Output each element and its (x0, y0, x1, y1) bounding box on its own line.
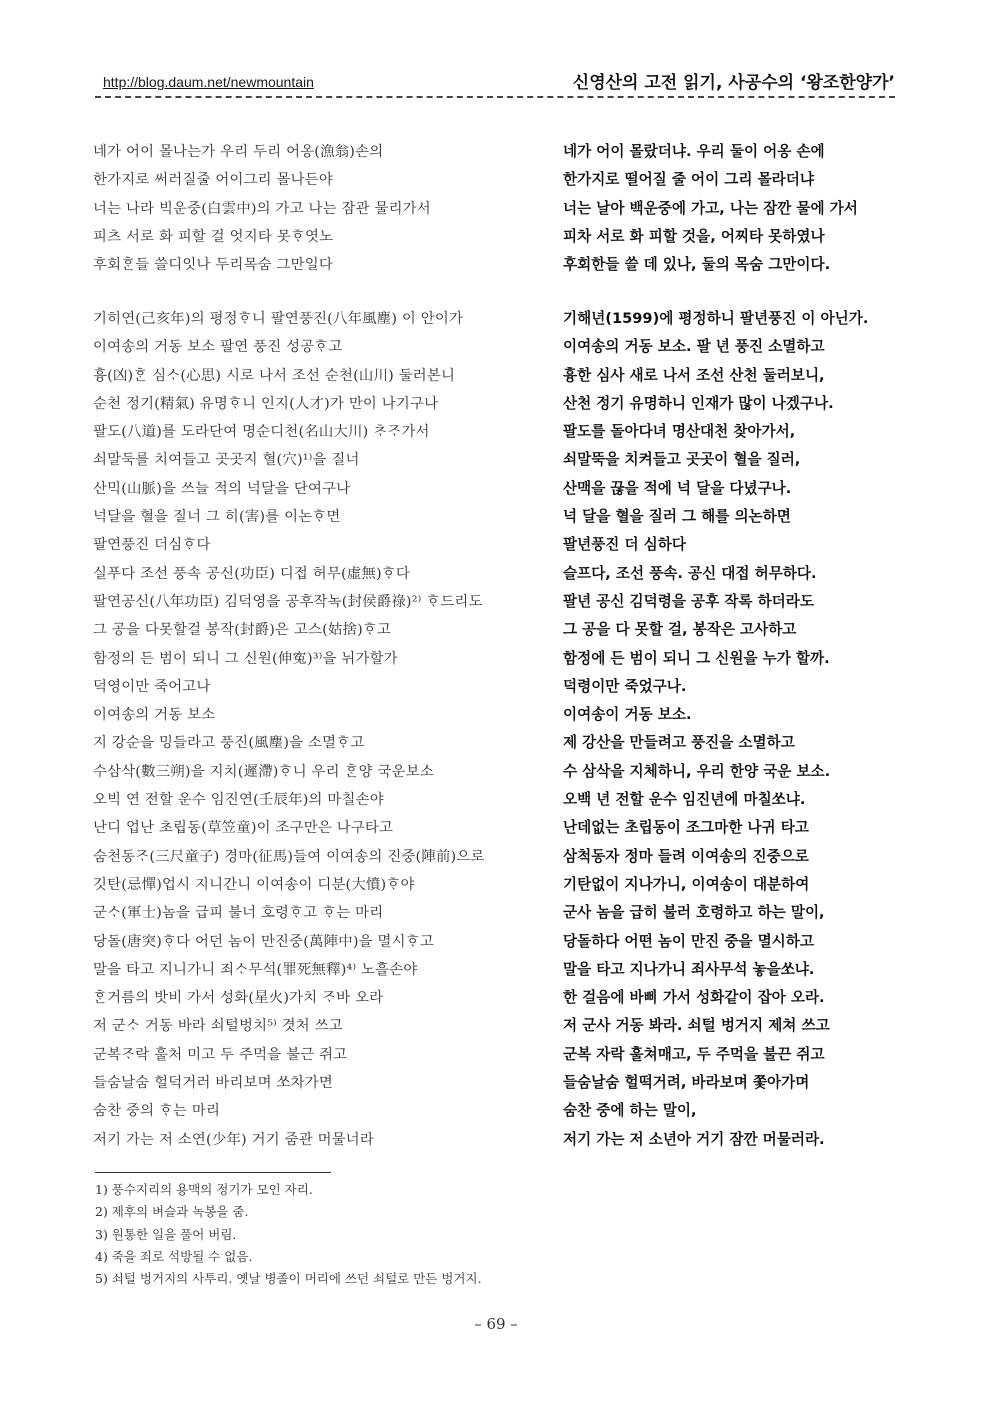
original-text: 숨천동ᄌᆞ(三尺童子) 경마(征馬)들여 이여송의 진중(陣前)으로 (93, 848, 485, 865)
original-text: 한가지로 써러질줄 어이그리 몰나든야 (93, 172, 333, 189)
modern-translation: 피차 서로 화 피할 것을, 어찌타 못하였나 (563, 227, 825, 245)
verse-line (93, 1071, 903, 1099)
verse-line (93, 168, 903, 196)
modern-translation: 숨찬 중에 하는 말이, (563, 1102, 697, 1120)
modern-translation: 저 군사 거동 봐라. 쇠털 벙거지 제쳐 쓰고 (563, 1017, 830, 1035)
verse-line (93, 392, 903, 420)
verse-line (93, 225, 903, 253)
verse-line (93, 1128, 903, 1156)
verse-line (93, 731, 903, 759)
original-text: 깃탄(忌憚)업시 지니간니 이여송이 디분(大憤)ᄒᆞ야 (93, 876, 415, 893)
verse-line (93, 958, 903, 986)
verse-line (93, 197, 903, 225)
verse-line (93, 930, 903, 958)
original-text: 실푸다 조선 풍속 공신(功臣) 디접 허무(虛無)ᄒᆞ다 (93, 565, 411, 582)
verse-line (93, 140, 903, 168)
verse-line (93, 901, 903, 929)
original-text: 순천 정기(精氣) 유명ᄒᆞ니 인지(人才)가 만이 나기구나 (93, 395, 439, 412)
page-header (95, 64, 895, 94)
modern-translation: 후회한들 쓸 데 있나, 둘의 목숨 그만이다. (563, 256, 831, 274)
verse-line (93, 307, 903, 335)
modern-translation: 군복 자락 훌쳐매고, 두 주먹을 불끈 쥐고 (563, 1045, 825, 1063)
original-text: 덕영이만 죽어고나 (93, 678, 211, 695)
verse-line (93, 590, 903, 618)
verse-line (93, 760, 903, 788)
original-text: 오빅 연 전할 운수 임진연(壬辰年)의 마칠손야 (93, 792, 384, 809)
original-text: 쇠말둑를 치여들고 곳곳지 혈(穴)¹⁾을 질너 (93, 452, 360, 469)
modern-translation: 산천 정기 유명하니 인재가 많이 나겠구나. (563, 394, 834, 412)
verse-line (93, 845, 903, 873)
modern-translation: 이여송이 거동 보소. (563, 706, 692, 724)
original-text: 군ᄉᆞ(軍士)놈을 급피 불너 호령ᄒᆞ고 ᄒᆞ는 마리 (93, 905, 384, 922)
modern-translation: 팔도를 돌아다녀 명산대천 찾아가서, (563, 423, 796, 441)
modern-translation: 슬프다, 조선 풍속. 공신 대접 허무하다. (563, 564, 817, 582)
original-text: 기히연(己亥年)의 평정ᄒᆞ니 팔연풍진(八年風塵) 이 안이가 (93, 311, 464, 327)
footnote-2: 2) 제후의 벼슬과 녹봉을 줌. (95, 1204, 249, 1220)
verse-line (93, 448, 903, 476)
modern-translation: 당돌하다 어떤 놈이 만진 중을 멸시하고 (563, 932, 814, 950)
modern-translation: 수 삼삭을 지체하니, 우리 한양 국운 보소. (563, 762, 831, 780)
verse-line (93, 533, 903, 561)
verse-line (93, 647, 903, 675)
original-text: 숨찬 중의 ᄒᆞ는 마리 (93, 1103, 221, 1120)
verse-line (93, 618, 903, 646)
modern-translation: 들숨날숨 헐떡거려, 바라보며 쫓아가며 (563, 1074, 810, 1092)
original-text: 군복ᄌᆞ락 훌처 미고 두 주먹을 불근 쥐고 (93, 1046, 348, 1063)
header-title: 신영산의 고전 읽기, 사공수의 ‘왕조한양가’ (572, 73, 895, 93)
original-text: 너는 나라 빅운중(白雲中)의 가고 나는 잠관 물리가서 (93, 200, 431, 217)
modern-translation: 팔년풍진 더 심하다 (563, 536, 686, 554)
original-text: 저기 가는 저 소연(少年) 거기 줌관 머물너라 (93, 1131, 374, 1148)
verse-line (93, 1014, 903, 1042)
header-divider (95, 96, 895, 98)
modern-translation: 한가지로 떨어질 줄 어이 그리 몰라더냐 (563, 171, 814, 189)
verse-line (93, 1043, 903, 1071)
original-text: 팔도(八道)를 도라단여 명순디천(名山大川) ᄎᆞᄌᆞ가서 (93, 424, 430, 441)
original-text: 이여송의 거동 보소 (93, 707, 216, 724)
modern-translation: 쇠말뚝을 치켜들고 곳곳이 혈을 질러, (563, 451, 801, 469)
original-text: 네가 어이 몰나는가 우리 두리 어옹(漁翁)손의 (93, 144, 384, 160)
modern-translation: 저기 가는 저 소년아 거기 잠깐 머물러라. (563, 1130, 825, 1148)
original-text: 들숨날숨 헐덕거러 바리보며 쏘차가면 (93, 1075, 333, 1092)
original-text: 수삼삭(數三朔)을 지치(遲滯)ᄒᆞ니 우리 ᄒᆞᆫ양 국운보소 (93, 763, 434, 780)
footnote-4: 4) 죽을 죄로 석방될 수 없음. (95, 1248, 253, 1264)
modern-translation: 넉 달을 혈을 질러 그 해를 의논하면 (563, 508, 791, 526)
modern-translation: 기해년(1599)에 평정하니 팔년풍진 이 아닌가. (563, 310, 869, 327)
blog-url-link[interactable]: http://blog.daum.net/newmountain (103, 74, 314, 90)
original-text: 난디 업난 초립동(草笠童)이 조구만은 나구타고 (93, 820, 394, 837)
original-text: 말을 타고 지니가니 죄ᄉᆞ무석(罪死無釋)⁴⁾ 노흘손야 (93, 961, 418, 978)
modern-translation: 말을 타고 지나가니 죄사무석 놓을쏘냐. (563, 960, 815, 978)
modern-translation: 기탄없이 지나가니, 이여송이 대분하여 (563, 875, 810, 893)
verse-line (93, 335, 903, 363)
verse-line (93, 505, 903, 533)
footnote-1: 1) 풍수지리의 용맥의 정기가 모인 자리. (95, 1182, 313, 1197)
original-text: 팔연풍진 더심ᄒᆞ다 (93, 537, 211, 554)
original-text: 저 군ᄉᆞ 거동 바라 쇠털벙치⁵⁾ 겻처 쓰고 (93, 1018, 343, 1035)
verse-line (93, 253, 903, 281)
verse-line (93, 477, 903, 505)
original-text: 함정의 든 범이 되니 그 신원(伸寃)³⁾을 뉘가할가 (93, 650, 398, 667)
original-text: 산믹(山脈)을 쓰늘 적의 넉달을 단여구나 (93, 480, 351, 497)
original-text: 이여송의 거동 보소 팔연 풍진 성공ᄒᆞ고 (93, 339, 343, 356)
stanza-1 (93, 140, 903, 281)
footnote-5: 5) 쇠털 벙거지의 사투리. 옛날 병졸이 머리에 쓰던 쇠털로 만든 벙거지. (95, 1271, 482, 1287)
modern-translation: 오백 년 전할 운수 임진년에 마칠쏘냐. (563, 791, 806, 809)
modern-translation: 이여송의 거동 보소. 팔 년 풍진 소멸하고 (563, 338, 825, 356)
modern-translation: 너는 날아 백운중에 가고, 나는 잠깐 물에 가서 (563, 199, 858, 217)
verse-line (93, 420, 903, 448)
modern-translation: 덕령이만 죽었구나. (563, 677, 687, 695)
stanza-2 (93, 307, 903, 1156)
original-text: 넉달을 혈을 질너 그 히(害)를 이논ᄒᆞ면 (93, 509, 341, 526)
original-text: 당돌(唐突)ᄒᆞ다 어던 놈이 만진중(萬陣中)을 멸시ᄒᆞ고 (93, 933, 434, 950)
modern-translation: 함정에 든 범이 되니 그 신원을 누가 할까. (563, 649, 830, 667)
modern-translation: 군사 놈을 급히 불러 호령하고 하는 말이, (563, 904, 825, 922)
verse-line (93, 1099, 903, 1127)
footnote-divider (95, 1172, 331, 1173)
original-text: 팔연공신(八年功臣) 김덕영을 공후작녹(封侯爵祿)²⁾ ᄒᆞ드리도 (93, 593, 483, 610)
original-text: 지 강순을 밍들라고 풍진(風塵)을 소멸ᄒᆞ고 (93, 735, 365, 752)
modern-translation: 한 걸음에 바삐 가서 성화같이 잡아 오라. (563, 989, 825, 1007)
modern-translation: 흉한 심사 새로 나서 조선 산천 둘러보니, (563, 366, 825, 384)
modern-translation: 삼척동자 정마 들려 이여송의 진중으로 (563, 847, 809, 865)
modern-translation: 네가 어이 몰랐더냐. 우리 둘이 어옹 손에 (563, 143, 825, 160)
modern-translation: 제 강산을 만들려고 풍진을 소멸하고 (563, 734, 795, 752)
modern-translation: 그 공을 다 못할 걸, 봉작은 고사하고 (563, 621, 797, 639)
footnotes (95, 1180, 895, 1291)
modern-translation: 난데없는 초립동이 조그마한 나귀 타고 (563, 819, 809, 837)
verse-line (93, 788, 903, 816)
original-text: 그 공을 다못할걸 봉작(封爵)은 고스(姑捨)ᄒᆞ고 (93, 622, 392, 639)
original-text: 흉(凶)ᄒᆞᆫ 심ᄉᆞ(心思) 시로 나서 조선 순천(山川) 둘러본니 (93, 367, 456, 384)
modern-translation: 팔년 공신 김덕령을 공후 작록 하더라도 (563, 592, 814, 610)
verse-line (93, 986, 903, 1014)
verse-line (93, 873, 903, 901)
original-text: 피츠 서로 화 피할 걸 엇지타 못ᄒᆞ엿노 (93, 228, 334, 245)
verse-line (93, 364, 903, 392)
original-text: ᄒᆞᆫ거름의 밧비 가서 성화(星火)가치 ᄌᆞ바 오라 (93, 990, 384, 1007)
verse-line (93, 675, 903, 703)
original-text: 후회ᄒᆞᆫ들 쓸디잇나 두리목숨 그만일다 (93, 257, 333, 274)
modern-translation: 산맥을 끊을 적에 넉 달을 다녔구나. (563, 479, 792, 497)
footnote-3: 3) 원통한 일을 풀어 버림. (95, 1226, 237, 1242)
verse-line (93, 562, 903, 590)
verse-line (93, 703, 903, 731)
verse-line (93, 816, 903, 844)
page-number: – 69 – (474, 1315, 518, 1333)
